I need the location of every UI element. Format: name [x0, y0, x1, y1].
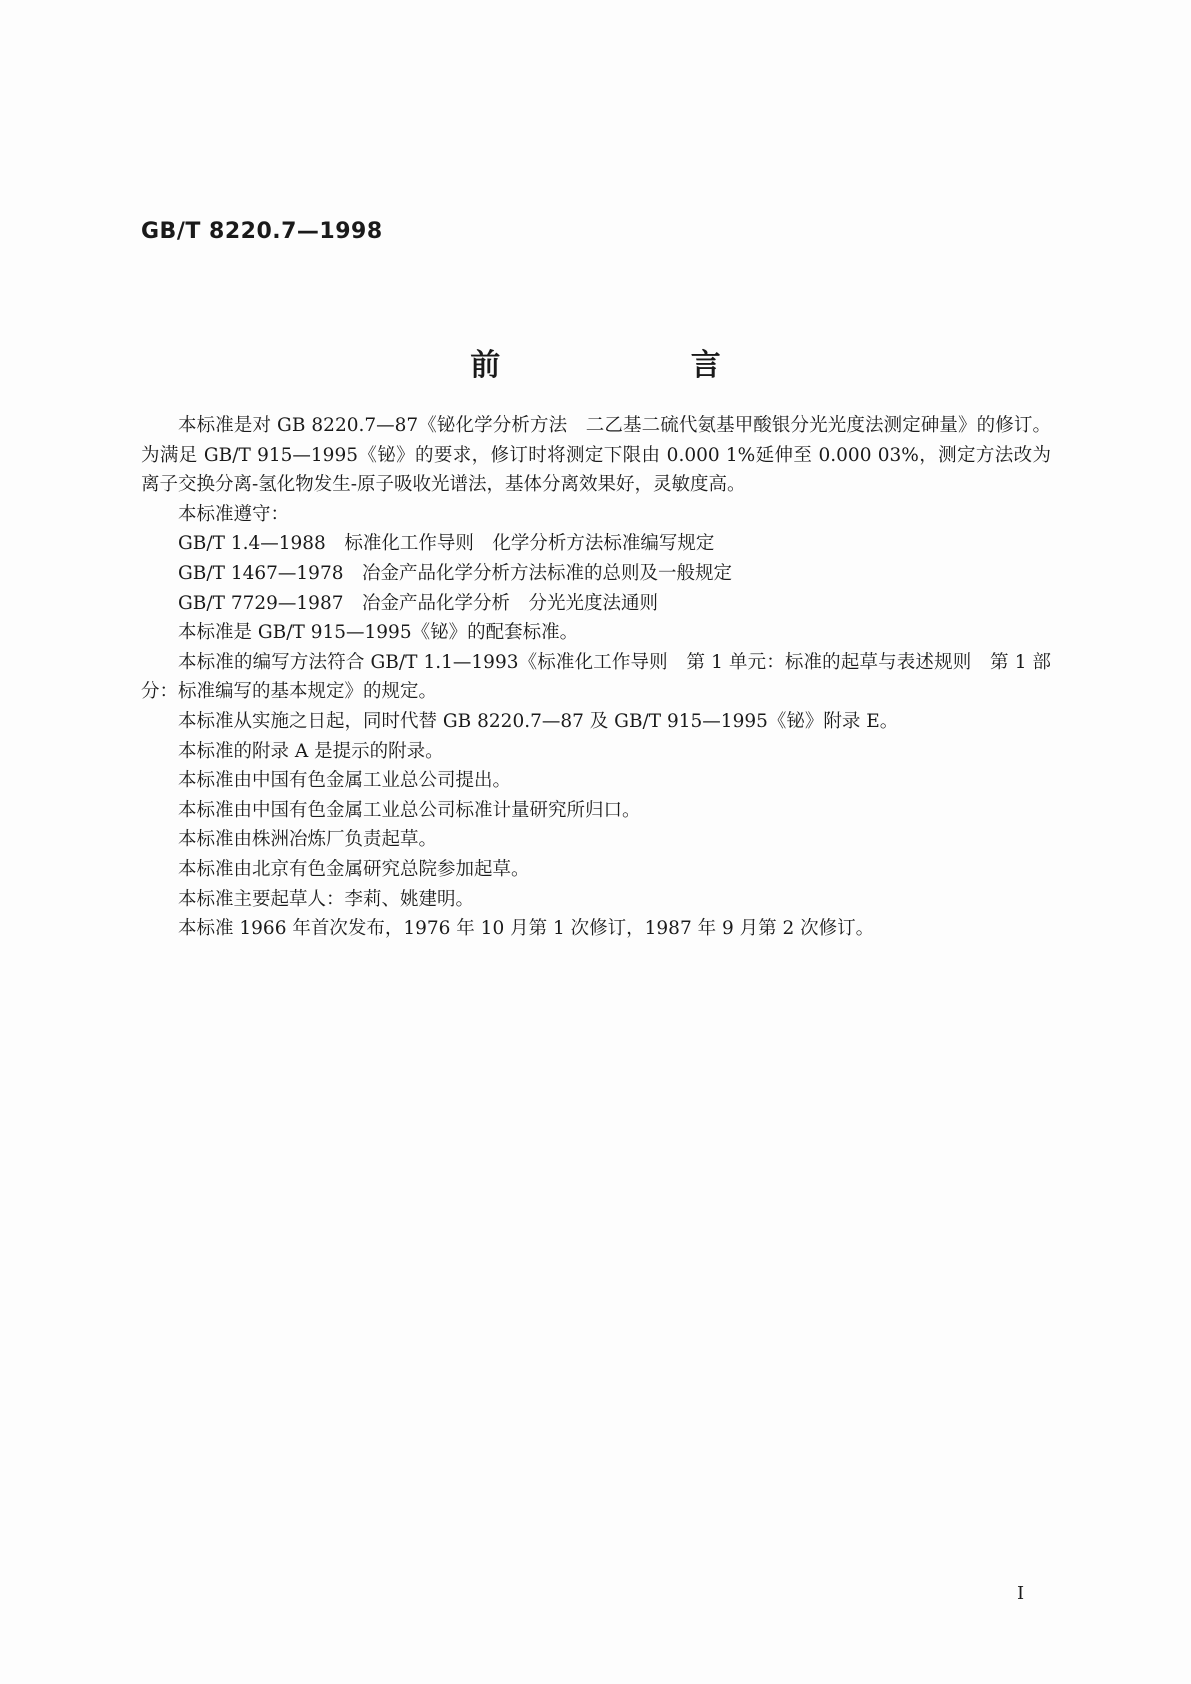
paragraph-companion-standard: 本标准是 GB/T 915—1995《铋》的配套标准。: [178, 622, 579, 644]
foreword-body: [141, 411, 1051, 944]
paragraph-proposer: 本标准由中国有色金属工业总公司提出。: [178, 770, 512, 792]
reference-item: GB/T 7729—1987 冶金产品化学分析 分光光度法通则: [178, 592, 658, 614]
paragraph-administrator: 本标准由中国有色金属工业总公司标准计量研究所归口。: [178, 799, 641, 821]
reference-item: GB/T 1.4—1988 标准化工作导则 化学分析方法标准编写规定: [178, 533, 715, 555]
paragraph-replacement: 本标准从实施之日起，同时代替 GB 8220.7—87 及 GB/T 915—1995《铋》附录 E。: [178, 710, 899, 732]
paragraph-appendix-note: 本标准的附录 A 是提示的附录。: [178, 740, 444, 762]
page-number: I: [1017, 1583, 1025, 1604]
paragraph-drafter-org: 本标准由株洲冶炼厂负责起草。: [178, 829, 438, 851]
paragraph-drafters: 本标准主要起草人：李莉、姚建明。: [178, 888, 475, 910]
paragraph-history: 本标准 1966 年首次发布，1976 年 10 月第 1 次修订，1987 年 9 月第 2 次修订。: [178, 918, 875, 940]
standard-code: GB/T 8220.7—1998: [141, 219, 383, 244]
paragraph-participant-org: 本标准由北京有色金属研究总院参加起草。: [178, 858, 530, 880]
paragraph-drafting-method: 本标准的编写方法符合 GB/T 1.1—1993《标准化工作导则 第 1 单元：标准的起草与表述规则 第 1 部分：标准编写的基本规定》的规定。: [141, 651, 1051, 703]
reference-item: GB/T 1467—1978 冶金产品化学分析方法标准的总则及一般规定: [178, 562, 732, 584]
paragraph-revision-summary: 本标准是对 GB 8220.7—87《铋化学分析方法 二乙基二硫代氨基甲酸银分光光度法测定砷量》的修订。为满足 GB/T 915—1995《铋》的要求，修订时将测定下限由 0.000 1%延伸至 0.000 03%，测定方法改为离子交换分离-氢化物发生-原子吸收光谱法，基体分离效果好，灵敏度高。: [141, 415, 1051, 496]
paragraph-compliance-intro: 本标准遵守：: [178, 503, 290, 525]
page-title: 前 言: [470, 348, 811, 383]
